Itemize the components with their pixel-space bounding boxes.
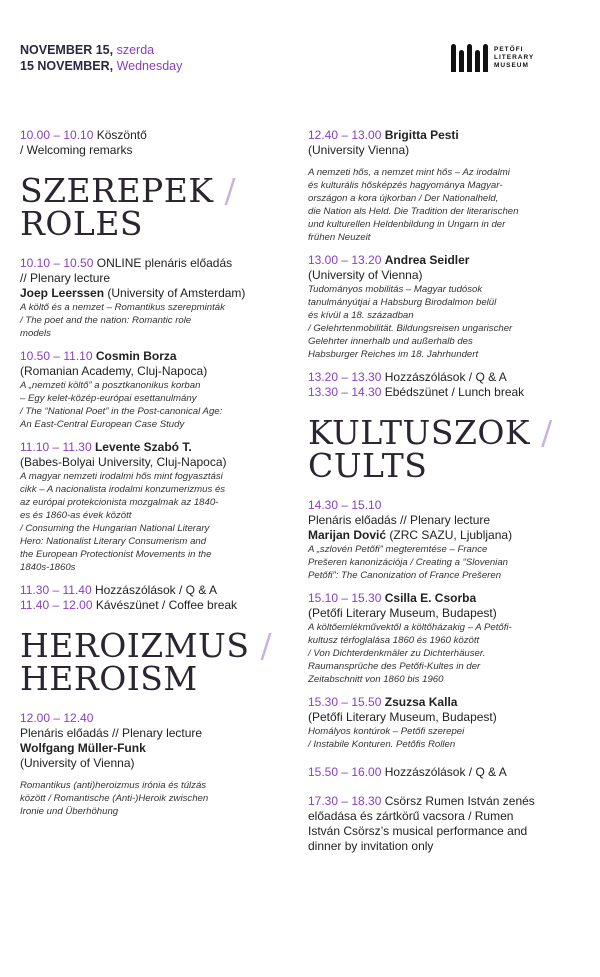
logo-text: PETŐFI LITERARY MUSEUM [494, 46, 535, 69]
program-item: 17.30 – 18.30 Csörsz Rumen István zenés előadása és zártkörű vacsora / Rumen István Csörsz’s musical performance and dinner by invitation only [308, 794, 535, 853]
left-column [20, 128, 294, 827]
date-en: 15 NOVEMBER, Wednesday [20, 59, 183, 73]
right-column [308, 128, 582, 863]
break-items: 13.20 – 13.30 Hozzászólások / Q & A 13.30 – 14.30 Ebédszünet / Lunch break [308, 370, 525, 399]
date-header [20, 42, 182, 74]
date-hu: NOVEMBER 15, szerda [20, 43, 155, 57]
program-item: 15.30 – 15.50 Zsuzsa Kalla (Petőfi Literary Museum, Budapest) Homályos kontúrok – Petőfi szerepei / Instabile Konturen. Petőfis Rollen [308, 695, 497, 750]
program-item: 15.10 – 15.30 Csilla E. Csorba (Petőfi Literary Museum, Budapest) A költőemlékművektől a költőházakig – A Petőfi- kultusz térfoglalása 1860 és 1960 között / Von Dichterdenkmäler zu Dichterhäuser. Raumansprüche des Petőfi-Kultes in der Zeitabschnitt von 1860 bis 1960 [308, 591, 512, 685]
museum-logo [451, 44, 534, 72]
program-item: 12.40 – 13.00 Brigitta Pesti (University Vienna) A nemzeti hős, a nemzet mint hős – Az irodalmi és kulturális hősképzés hagyománya Magyar- országon a kora újkorban / Der Nationalheld, die Nation als Held. Die Tradition der literarischen und kulturellen Heldenbildung in Ungarn in der frühen Neuzeit [308, 128, 519, 243]
welcome-item: 10.00 – 10.10 Köszöntő / Welcoming remarks [20, 128, 147, 157]
program-item: 13.00 – 13.20 Andrea Seidler (University of Vienna) Tudományos mobilitás – Magyar tudósok tanulmányútjai a Habsburg Birodalmon belül és kívül a 18. században / Gelehrtenmobilität. Bildungsreisen ungarischer Gelehrter innerhalb und außerhalb des Habsburger Reiches im 18. Jahrhundert [308, 253, 513, 360]
program-item: 14.30 – 15.10 Plenáris előadás // Plenary lecture Marijan Dović (ZRC SAZU, Ljubljana) A „szlovén Petőfi” megteremtése – France Prešeren kanonizációja / Creating a “Slovenian Petőfi”: The Canonization of France Prešeren [308, 498, 513, 581]
logo-mark-icon [451, 44, 488, 72]
program-item: 10.50 – 11.10 Cosmin Borza (Romanian Academy, Cluj-Napoca) A „nemzeti költő” a posztkanonikus korban – Egy kelet-közép-európai esettanulmány / The “National Poet” in the Post-canonical Age: An East-Central European Case Study [20, 349, 223, 430]
program-item: 12.00 – 12.40 Plenáris előadás // Plenary lecture Wolfgang Müller-Funk (University of Vienna) Romantikus (anti)heroizmus irónia és túlzás között / Romantische (Anti-)Heroik zwischen Ironie und Überhöhung [20, 711, 209, 817]
program-item: 10.10 – 10.50 ONLINE plenáris előadás // Plenary lecture Joep Leerssen (University of Amsterdam) A költő és a nemzet – Romantikus szerepminták / The poet and the nation: Romantic role models [20, 256, 246, 339]
section-title-roles: SZEREPEK / ROLES [20, 171, 237, 243]
program-item: 11.10 – 11.30 Levente Szabó T. (Babes-Bolyai University, Cluj-Napoca) A magyar nemzeti irodalmi hős mint fogyasztási cikk – A nacionalista irodalmi konzumerizmus és az európai protekcionista mozgalmak az 1840- es és 1860-as évek között / Consuming the Hungarian National Literary Hero: Nationalist Literary Consumerism and the European Protectionist Movements in the 1840s-1860s [20, 440, 227, 573]
break-items: 11.30 – 11.40 Hozzászólások / Q & A 11.40 – 12.00 Kávészünet / Coffee break [20, 583, 238, 612]
section-title-cults: KULTUSZOK / CULTS [308, 413, 553, 485]
break-items: 15.50 – 16.00 Hozzászólások / Q & A [308, 765, 507, 779]
section-title-heroism: HEROIZMUS / HEROISM [20, 626, 273, 698]
